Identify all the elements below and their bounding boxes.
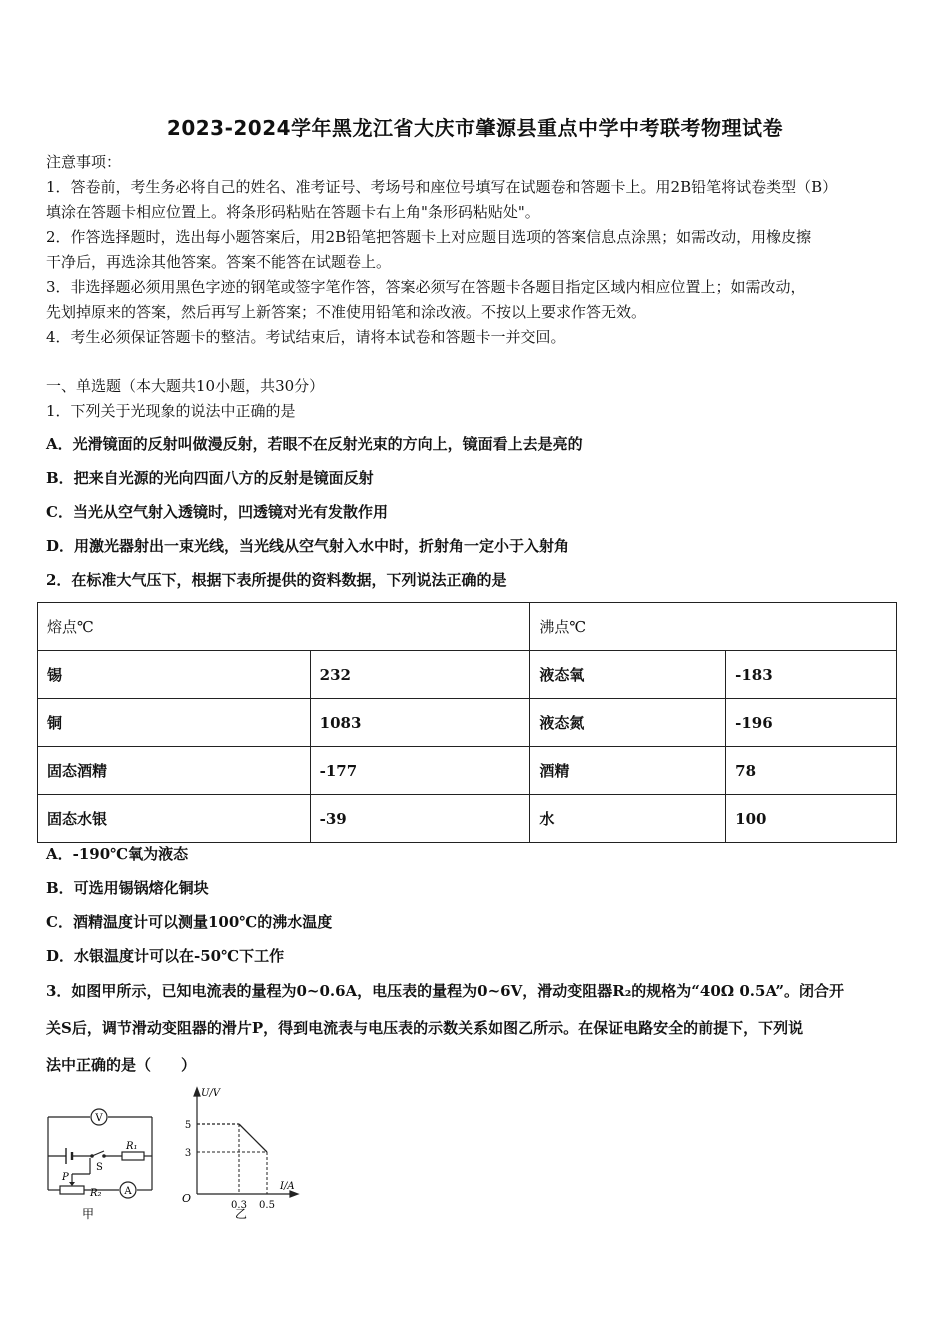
question-stem-line: 法中正确的是（ ） xyxy=(46,1056,197,1074)
table-cell: -39 xyxy=(310,795,530,843)
table-row xyxy=(38,795,897,843)
table-cell: 1083 xyxy=(310,699,530,747)
notes-line: 干净后，再选涂其他答案。答案不能答在试题卷上。 xyxy=(46,253,392,271)
data-table xyxy=(37,602,897,843)
svg-text:A: A xyxy=(124,1186,132,1197)
ammeter-icon xyxy=(120,1182,136,1198)
svg-text:V: V xyxy=(95,1113,103,1124)
question-stem-line: 3．如图甲所示，已知电流表的量程为0~0.6A，电压表的量程为0~6V，滑动变阻器R₂的规格为“40Ω 0.5A”。闭合开 xyxy=(46,982,844,1000)
question-stem: 2．在标准大气压下，根据下表所提供的资料数据，下列说法正确的是 xyxy=(46,571,507,589)
option-c: C．当光从空气射入透镜时，凹透镜对光有发散作用 xyxy=(46,503,388,521)
graph-y-tick: 3 xyxy=(184,1148,192,1159)
notes-line: 3．非选择题必须用黑色字迹的钢笔或签字笔作答，答案必须写在答题卡各题目指定区域内相应位置上；如需改动， xyxy=(46,278,806,296)
table-header-melting: 熔点℃ xyxy=(38,603,530,651)
option-b: B．可选用锡锅熔化铜块 xyxy=(46,879,209,897)
table-cell: 78 xyxy=(726,747,897,795)
table-header-boiling: 沸点℃ xyxy=(530,603,897,651)
svg-text:R₁: R₁ xyxy=(126,1141,138,1152)
voltmeter-icon xyxy=(91,1109,107,1125)
graph-y-label: U/V xyxy=(201,1088,221,1099)
graph-caption: 乙 xyxy=(234,1207,248,1221)
table-header-row xyxy=(38,603,897,651)
table-cell: 固态水银 xyxy=(38,795,311,843)
rheostat-r2-icon xyxy=(60,1172,102,1199)
graph-origin: O xyxy=(182,1192,192,1205)
graph-marks xyxy=(185,1120,275,1211)
notes-line: 4．考生必须保证答题卡的整洁。考试结束后，请将本试卷和答题卡一并交回。 xyxy=(46,328,566,346)
option-a: A．-190℃氧为液态 xyxy=(46,845,189,863)
resistor-r1-icon xyxy=(122,1141,144,1160)
page-title: 2023-2024学年黑龙江省大庆市肇源县重点中学中考联考物理试卷 xyxy=(166,116,784,140)
table-row xyxy=(38,699,897,747)
graph-x-tick: 0.3 xyxy=(231,1200,247,1211)
table-cell: 100 xyxy=(726,795,897,843)
question-stem: 1．下列关于光现象的说法中正确的是 xyxy=(46,402,296,420)
figure-svg xyxy=(40,1082,320,1227)
svg-text:R₂: R₂ xyxy=(90,1188,102,1199)
notes-line: 填涂在答题卡相应位置上。将条形码粘贴在答题卡右上角"条形码粘贴处"。 xyxy=(46,203,540,221)
svg-text:S: S xyxy=(96,1162,103,1173)
table-cell: 232 xyxy=(310,651,530,699)
option-a: A．光滑镜面的反射叫做漫反射，若眼不在反射光束的方向上，镜面看上去是亮的 xyxy=(46,435,583,453)
option-c: C．酒精温度计可以测量100℃的沸水温度 xyxy=(46,913,333,931)
section-heading: 一、单选题（本大题共10小题，共30分） xyxy=(46,377,325,395)
table-cell: 液态氮 xyxy=(530,699,726,747)
figure xyxy=(40,1082,320,1231)
notes-line: 1．答卷前，考生务必将自己的姓名、准考证号、考场号和座位号填写在试题卷和答题卡上。用2B铅笔将试卷类型（B） xyxy=(46,178,838,196)
table-cell: 固态酒精 xyxy=(38,747,311,795)
graph-x-label: I/A xyxy=(280,1181,295,1192)
table-row xyxy=(38,747,897,795)
battery-icon xyxy=(66,1148,72,1164)
circuit-caption: 甲 xyxy=(81,1207,95,1221)
option-d: D．水银温度计可以在-50℃下工作 xyxy=(46,947,285,965)
table-row xyxy=(38,651,897,699)
notes-heading: 注意事项： xyxy=(46,153,122,171)
graph-y-tick: 5 xyxy=(184,1120,192,1131)
graph-series-line xyxy=(239,1124,267,1152)
option-b: B．把来自光源的光向四面八方的反射是镜面反射 xyxy=(46,469,374,487)
table-cell: -196 xyxy=(726,699,897,747)
table-cell: 铜 xyxy=(38,699,311,747)
svg-text:P: P xyxy=(62,1172,69,1183)
table-cell: 水 xyxy=(530,795,726,843)
notes-line: 2．作答选择题时，选出每小题答案后，用2B铅笔把答题卡上对应题目选项的答案信息点涂黑；如需改动，用橡皮擦 xyxy=(46,228,812,246)
table-cell: 液态氧 xyxy=(530,651,726,699)
table-cell: -183 xyxy=(726,651,897,699)
table-cell: 酒精 xyxy=(530,747,726,795)
table-cell: 锡 xyxy=(38,651,311,699)
question-stem-line: 关S后，调节滑动变阻器的滑片P，得到电流表与电压表的示数关系如图乙所示。在保证电路安全的前提下，下列说 xyxy=(46,1019,804,1037)
graph-x-tick: 0.5 xyxy=(259,1200,275,1211)
option-d: D．用激光器射出一束光线，当光线从空气射入水中时，折射角一定小于入射角 xyxy=(46,537,570,555)
table-cell: -177 xyxy=(310,747,530,795)
switch-icon xyxy=(90,1154,106,1173)
notes-line: 先划掉原来的答案，然后再写上新答案；不准使用铅笔和涂改液。不按以上要求作答无效。 xyxy=(46,303,647,321)
